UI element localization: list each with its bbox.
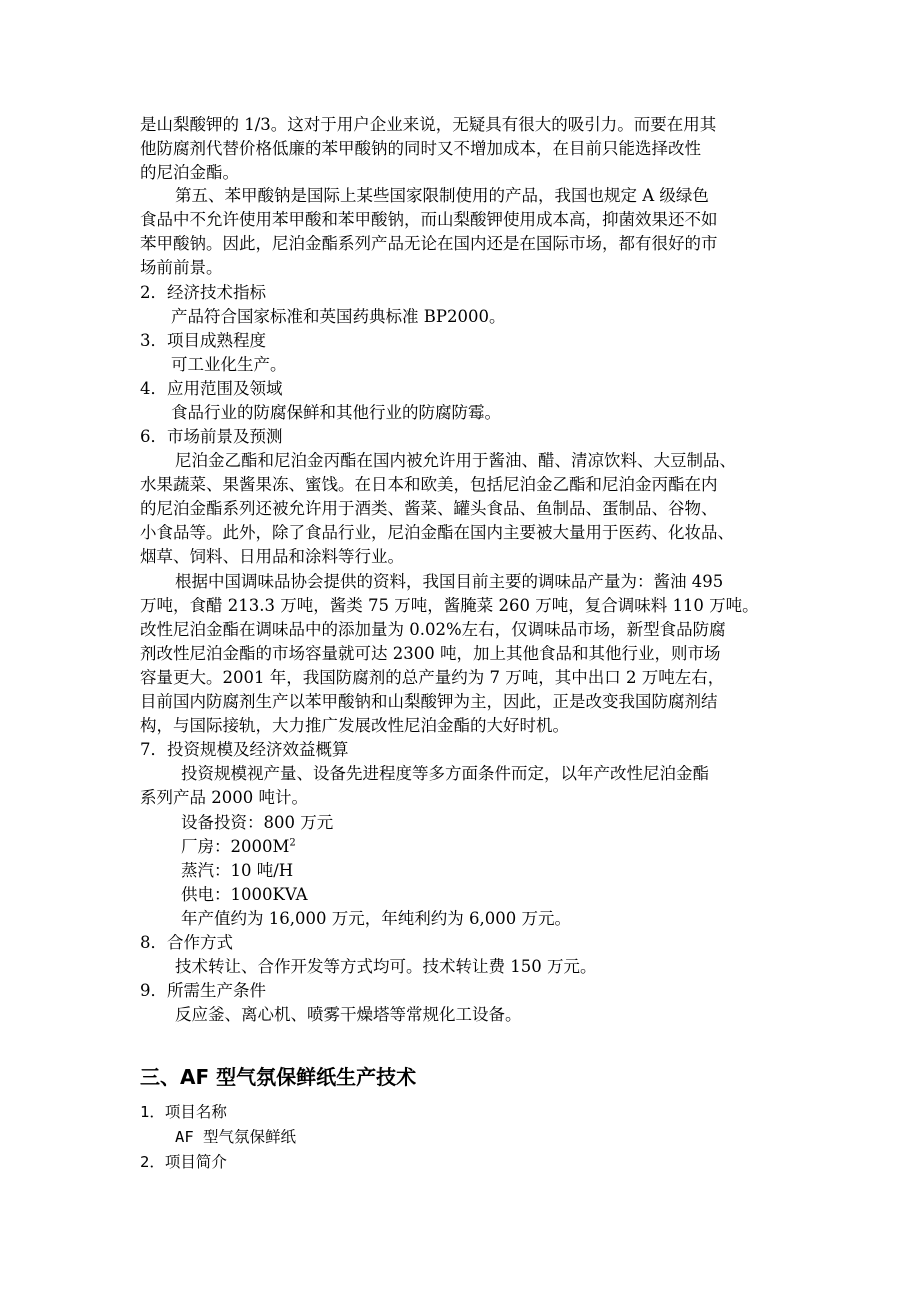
intro-line: 食品中不允许使用苯甲酸和苯甲酸钠，而山梨酸钾使用成本高，抑菌效果还不如 (140, 210, 718, 229)
market-line: 的尼泊金酯系列还被允许用于酒类、酱菜、罐头食品、鱼制品、蛋制品、谷物、 (140, 499, 718, 518)
intro-line: 苯甲酸钠。因此，尼泊金酯系列产品无论在国内还是在国际市场，都有很好的市 (140, 234, 718, 253)
section-text-8: 技术转让、合作开发等方式均可。技术转让费 150 万元。 (175, 957, 597, 976)
section-title-6: 6．市场前景及预测 (140, 427, 283, 446)
investment-line: 投资规模视产量、设备先进程度等多方面条件而定，以年产改性尼泊金酯 (181, 764, 709, 783)
project-name-title: 1．项目名称 (140, 1103, 227, 1121)
section-text-4: 食品行业的防腐保鲜和其他行业的防腐防霉。 (171, 403, 501, 422)
market-line: 目前国内防腐剂生产以苯甲酸钠和山梨酸钾为主，因此，正是改变我国防腐剂结 (140, 692, 718, 711)
section-title-3: 3．项目成熟程度 (140, 331, 266, 350)
intro-line: 第五、苯甲酸钠是国际上某些国家限制使用的产品，我国也规定 A 级绿色 (175, 186, 709, 205)
section-title-2: 2．经济技术指标 (140, 283, 266, 302)
section-text-2: 产品符合国家标准和英国药典标准 BP2000。 (171, 307, 506, 326)
market-line: 烟草、饲料、日用品和涂料等行业。 (140, 547, 404, 566)
section-title-4: 4．应用范围及领域 (140, 379, 283, 398)
steam-supply: 蒸汽：10 吨/H (181, 861, 294, 880)
intro-line: 的尼泊金酯。 (140, 163, 239, 182)
market-line: 水果蔬菜、果酱果冻、蜜饯。在日本和欧美，包括尼泊金乙酯和尼泊金丙酯在内 (140, 475, 718, 494)
section-title-8: 8．合作方式 (140, 933, 233, 952)
market-line: 根据中国调味品协会提供的资料，我国目前主要的调味品产量为：酱油 495 (175, 572, 724, 591)
market-line: 小食品等。此外，除了食品行业，尼泊金酯在国内主要被大量用于医药、化妆品、 (140, 523, 734, 542)
section-text-3: 可工业化生产。 (171, 355, 287, 374)
market-line: 构，与国际接轨，大力推广发展改性尼泊金酯的大好时机。 (140, 716, 569, 735)
section-heading: 三、AF 型气氛保鲜纸生产技术 (140, 1065, 417, 1089)
investment-line: 系列产品 2000 吨计。 (140, 788, 308, 807)
annual-output: 年产值约为 16,000 万元，年纯利约为 6,000 万元。 (181, 909, 571, 928)
intro-line: 场前前景。 (140, 258, 223, 277)
section-title-7: 7．投资规模及经济效益概算 (140, 740, 349, 759)
market-line: 改性尼泊金酯在调味品中的添加量为 0.02%左右，仅调味品市场，新型食品防腐 (140, 620, 726, 639)
project-intro-title: 2．项目简介 (140, 1153, 227, 1171)
market-line: 尼泊金乙酯和尼泊金丙酯在国内被允许用于酱油、醋、清凉饮料、大豆制品、 (175, 451, 736, 470)
equipment-investment: 设备投资：800 万元 (181, 813, 334, 832)
section-title-9: 9．所需生产条件 (140, 981, 266, 1000)
market-line: 剂改性尼泊金酯的市场容量就可达 2300 吨，加上其他食品和其他行业，则市场 (140, 644, 721, 663)
intro-line: 是山梨酸钾的 1/3。这对于用户企业来说，无疑具有很大的吸引力。而要在用其 (140, 115, 717, 134)
section-text-9: 反应釜、离心机、喷雾干燥塔等常规化工设备。 (175, 1005, 522, 1024)
plant-area: 厂房：$2000M^2$ (181, 837, 296, 856)
intro-line: 他防腐剂代替价格低廉的苯甲酸钠的同时又不增加成本，在目前只能选择改性 (140, 139, 701, 158)
market-line: 万吨，食醋 213.3 万吨，酱类 75 万吨，酱腌菜 260 万吨，复合调味料 110 万吨。 (140, 596, 759, 615)
project-name: AF 型气氛保鲜纸 (175, 1128, 296, 1146)
market-line: 容量更大。2001 年，我国防腐剂的总产量约为 7 万吨，其中出口 2 万吨左右， (140, 668, 725, 687)
power-supply: 供电：1000KVA (181, 885, 308, 904)
